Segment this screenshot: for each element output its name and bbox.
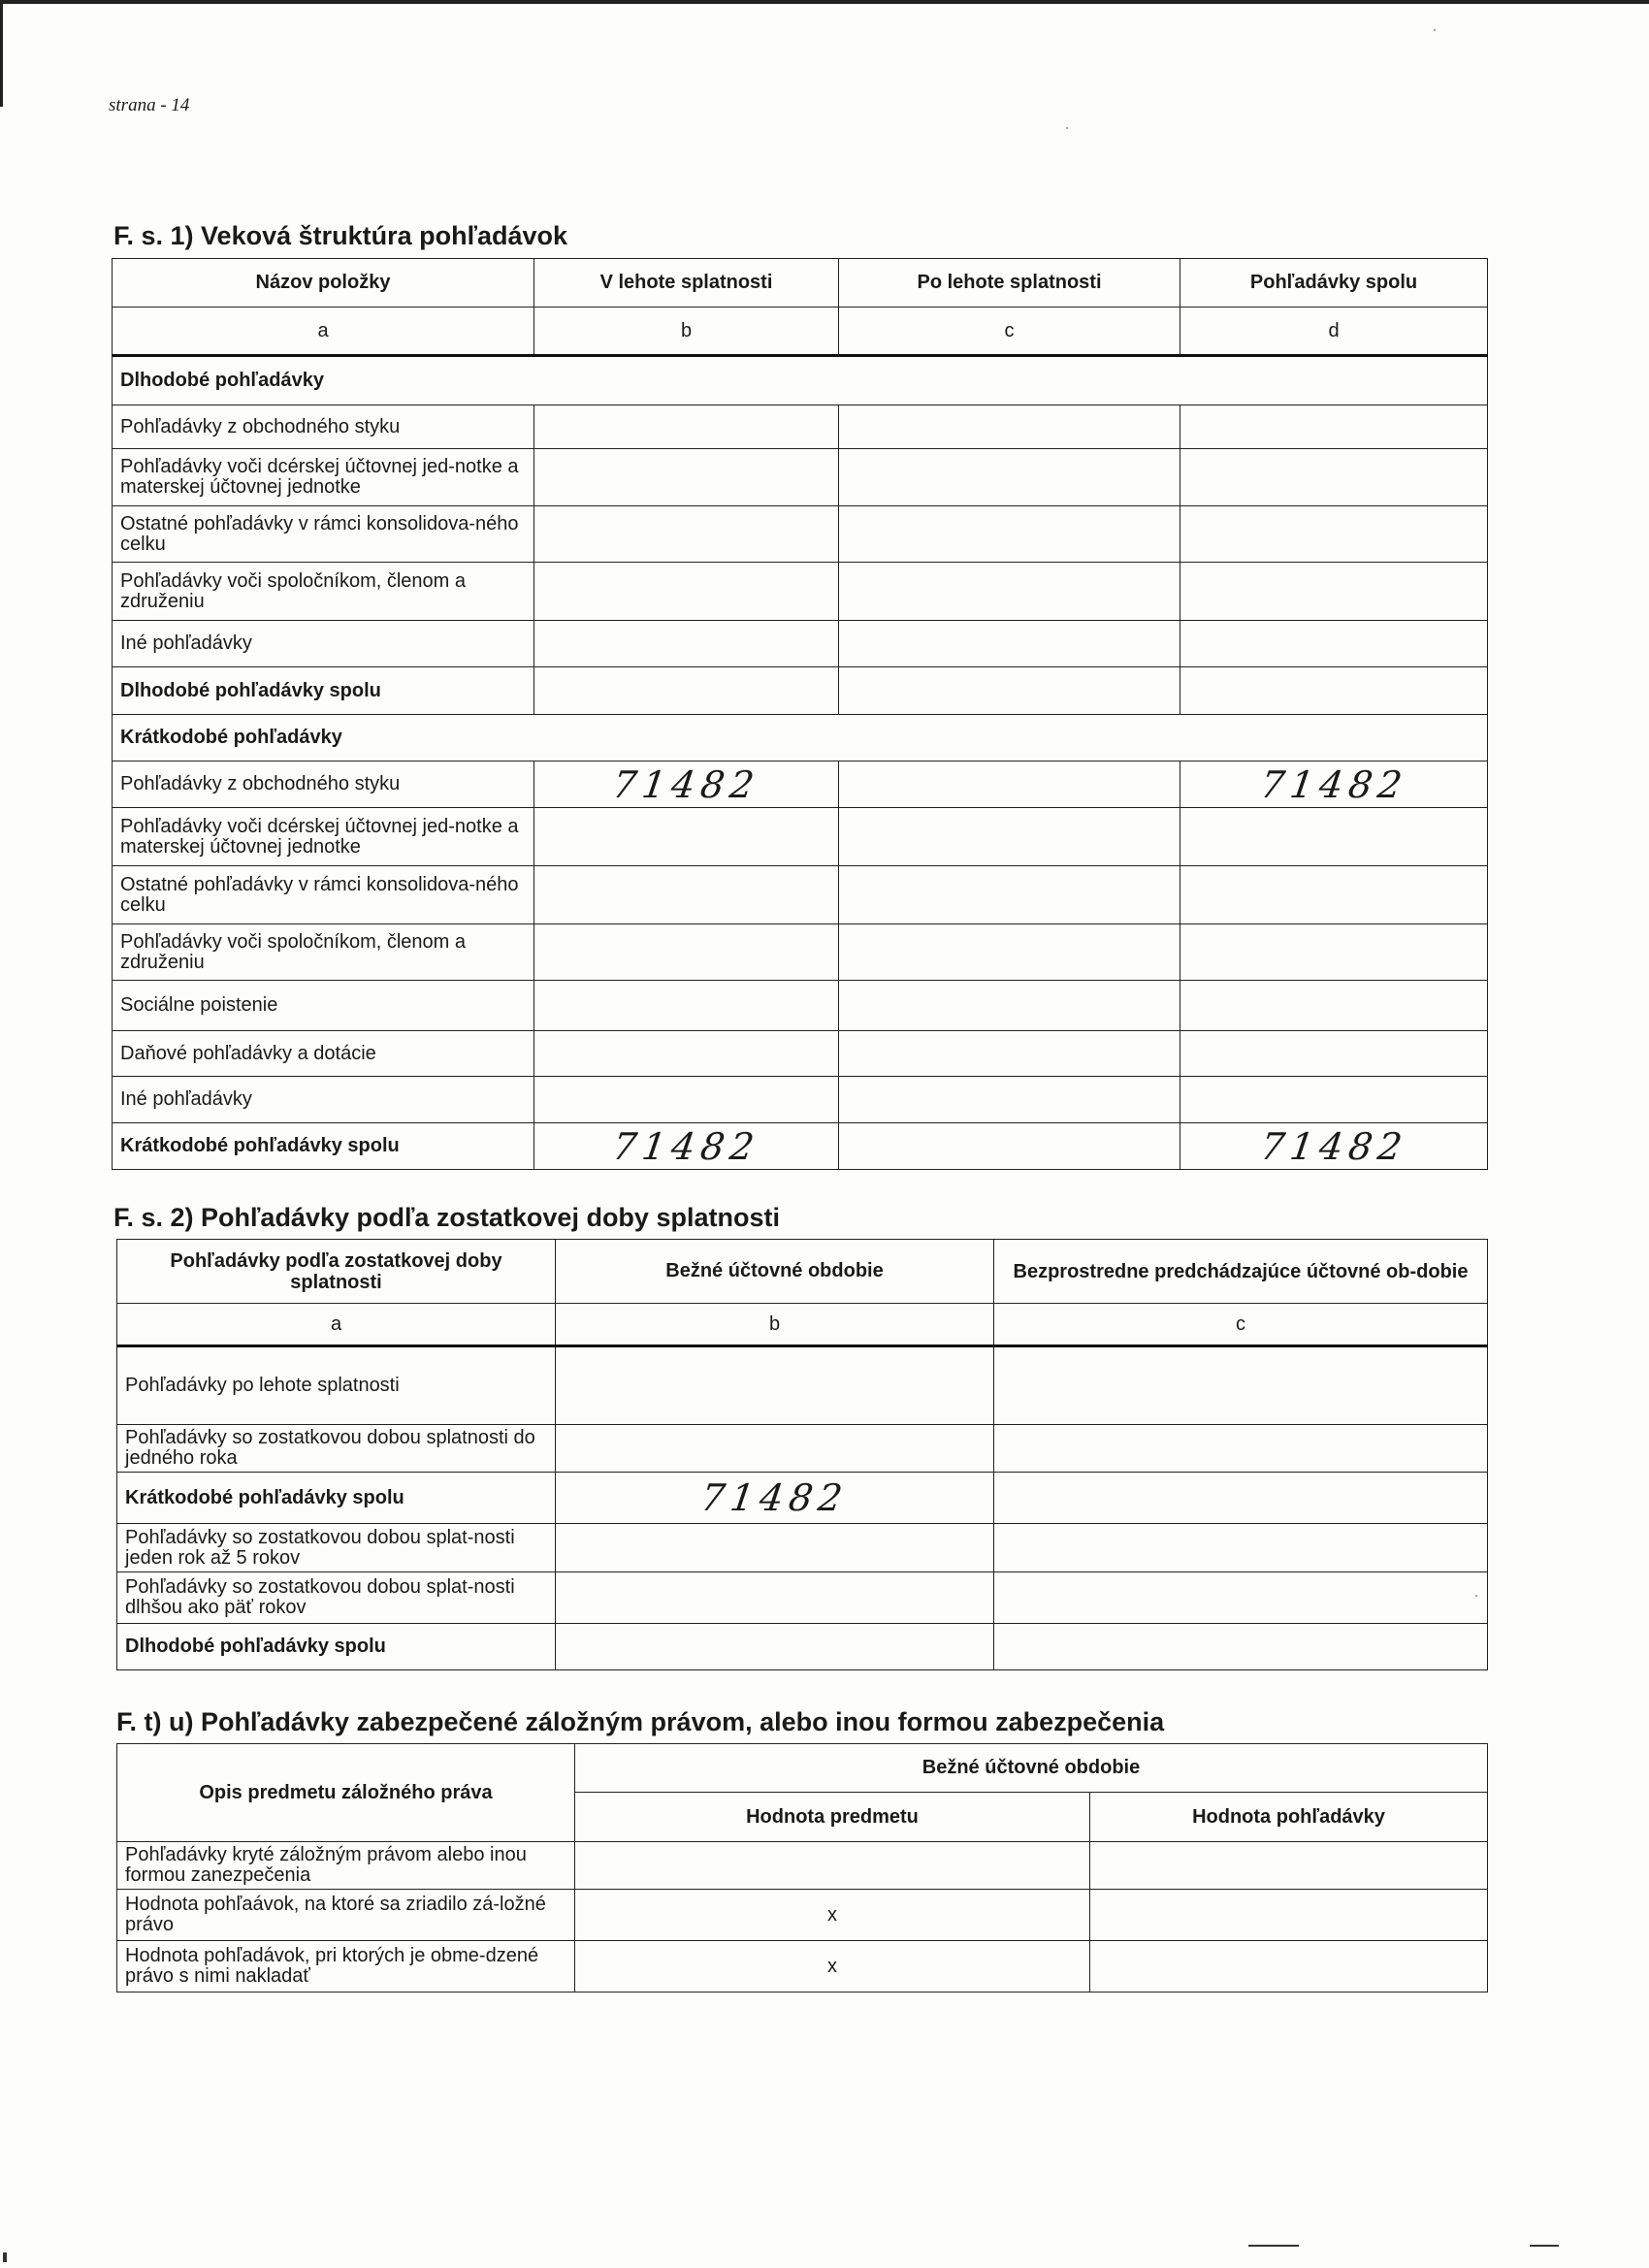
table-row bbox=[113, 761, 1488, 808]
col-letter-d: d bbox=[1180, 308, 1488, 356]
handwritten-value: 71482 bbox=[609, 762, 763, 806]
cell-c bbox=[839, 621, 1180, 667]
cell-b bbox=[556, 1572, 994, 1624]
table-row bbox=[117, 1842, 1488, 1890]
row-label: Ostatné pohľadávky v rámci konsolidova-ného celku bbox=[113, 866, 534, 924]
cell-b bbox=[534, 405, 839, 449]
row-label: Pohľadávky voči dcérskej účtovnej jed-notke a materskej účtovnej jednotke bbox=[113, 449, 534, 506]
table-row bbox=[113, 506, 1488, 563]
cell-b bbox=[534, 761, 839, 808]
cell-b bbox=[534, 667, 839, 715]
handwritten-value: 71482 bbox=[697, 1476, 852, 1519]
table-row bbox=[113, 866, 1488, 924]
row-label: Daňové pohľadávky a dotácie bbox=[113, 1031, 534, 1077]
cell-c bbox=[994, 1624, 1488, 1670]
long-term-heading: Dlhodobé pohľadávky bbox=[113, 356, 1488, 405]
col-letter-c: c bbox=[839, 308, 1180, 356]
row-label: Hodnota pohľadávok, pri ktorých je obme-dzené právo s nimi nakladať bbox=[117, 1941, 575, 1993]
table-row bbox=[113, 808, 1488, 866]
cell-c bbox=[839, 449, 1180, 506]
cell-b: x bbox=[575, 1890, 1090, 1941]
table-row bbox=[117, 1346, 1488, 1425]
table-row bbox=[113, 1123, 1488, 1170]
scan-mark bbox=[1248, 2245, 1299, 2247]
cell-b bbox=[534, 981, 839, 1031]
col-header-name: Pohľadávky podľa zostatkovej doby splatnosti bbox=[117, 1240, 556, 1304]
row-label: Dlhodobé pohľadávky spolu bbox=[117, 1624, 556, 1670]
row-label: Pohľadávky voči spoločníkom, členom a združeniu bbox=[113, 924, 534, 981]
cell-b bbox=[556, 1524, 994, 1572]
table-row bbox=[113, 667, 1488, 715]
cell-c bbox=[839, 981, 1180, 1031]
cell-d bbox=[1180, 866, 1488, 924]
cell-b bbox=[534, 1077, 839, 1123]
handwritten-value: 71482 bbox=[609, 1124, 763, 1168]
table-row bbox=[117, 1890, 1488, 1941]
table-row bbox=[113, 449, 1488, 506]
cell-c bbox=[839, 924, 1180, 981]
col-header-name: Názov položky bbox=[113, 259, 534, 308]
table-row bbox=[113, 621, 1488, 667]
table-row bbox=[117, 1941, 1488, 1993]
cell-c bbox=[994, 1425, 1488, 1473]
cell-d bbox=[1180, 981, 1488, 1031]
row-label: Iné pohľadávky bbox=[113, 621, 534, 667]
col-header-current: Bežné účtovné obdobie bbox=[556, 1240, 994, 1304]
row-label: Ostatné pohľadávky v rámci konsolidova-ného celku bbox=[113, 506, 534, 563]
handwritten-value: 71482 bbox=[1257, 1124, 1410, 1168]
cell-b bbox=[556, 1346, 994, 1425]
table-row bbox=[113, 405, 1488, 449]
table-row bbox=[117, 1624, 1488, 1670]
cell-c bbox=[994, 1346, 1488, 1425]
cell-c bbox=[839, 1123, 1180, 1170]
col-letter-c: c bbox=[994, 1304, 1488, 1346]
cell-b bbox=[534, 563, 839, 621]
table-secured-receivables bbox=[116, 1743, 1488, 1993]
cell-d bbox=[1180, 1123, 1488, 1170]
col-letter-b: b bbox=[556, 1304, 994, 1346]
cell-d bbox=[1180, 405, 1488, 449]
cell-b bbox=[575, 1842, 1090, 1890]
cell-c bbox=[839, 1031, 1180, 1077]
cell-c bbox=[839, 667, 1180, 715]
cell-b bbox=[534, 506, 839, 563]
row-label: Pohľadávky po lehote splatnosti bbox=[117, 1346, 556, 1425]
scan-speck bbox=[1434, 29, 1436, 31]
scan-border-top bbox=[0, 0, 1649, 4]
scan-mark bbox=[1530, 2245, 1559, 2247]
col-header-asset-value: Hodnota predmetu bbox=[575, 1793, 1090, 1842]
cell-d bbox=[1180, 506, 1488, 563]
col-header-description: Opis predmetu záložného práva bbox=[117, 1744, 575, 1842]
row-label: Sociálne poistenie bbox=[113, 981, 534, 1031]
cell-b bbox=[534, 1123, 839, 1170]
cell-c bbox=[994, 1524, 1488, 1572]
section-2-title: F. s. 2) Pohľadávky podľa zostatkovej doby splatnosti bbox=[113, 1203, 780, 1232]
table-row bbox=[113, 981, 1488, 1031]
row-label: Iné pohľadávky bbox=[113, 1077, 534, 1123]
row-label: Pohľadávky voči dcérskej účtovnej jed-notke a materskej účtovnej jednotke bbox=[113, 808, 534, 866]
row-label: Pohľadávky voči spoločníkom, členom a združeniu bbox=[113, 563, 534, 621]
cell-b: x bbox=[575, 1941, 1090, 1993]
cell-d bbox=[1180, 667, 1488, 715]
table-row bbox=[113, 563, 1488, 621]
col-header-in-term: V lehote splatnosti bbox=[534, 259, 839, 308]
table-age-structure bbox=[112, 258, 1488, 1170]
table-row bbox=[113, 1077, 1488, 1123]
cell-b bbox=[556, 1425, 994, 1473]
cell-d bbox=[1180, 621, 1488, 667]
cell-c bbox=[1090, 1842, 1488, 1890]
cell-b bbox=[556, 1473, 994, 1524]
scan-border-left bbox=[0, 0, 3, 107]
short-term-heading: Krátkodobé pohľadávky bbox=[113, 715, 1488, 761]
section-3-title: F. t) u) Pohľadávky zabezpečené záložným právom, alebo inou formou zabezpečenia bbox=[116, 1707, 1165, 1736]
table-row bbox=[113, 924, 1488, 981]
cell-c bbox=[839, 563, 1180, 621]
scan-speck bbox=[1475, 1595, 1477, 1597]
row-label: Pohľadávky so zostatkovou dobou splat-nosti dlhšou ako päť rokov bbox=[117, 1572, 556, 1624]
cell-d bbox=[1180, 563, 1488, 621]
col-letter-a: a bbox=[113, 308, 534, 356]
cell-c bbox=[1090, 1941, 1488, 1993]
col-letter-a: a bbox=[117, 1304, 556, 1346]
row-label: Hodnota pohľaávok, na ktoré sa zriadilo zá-ložné právo bbox=[117, 1890, 575, 1941]
cell-b bbox=[534, 866, 839, 924]
row-label: Pohľadávky z obchodného styku bbox=[113, 405, 534, 449]
row-label: Pohľadávky kryté záložným právom alebo inou formou zanezpečenia bbox=[117, 1842, 575, 1890]
row-label: Krátkodobé pohľadávky spolu bbox=[117, 1473, 556, 1524]
table-row bbox=[117, 1425, 1488, 1473]
row-label: Pohľadávky so zostatkovou dobou splat-nosti jeden rok až 5 rokov bbox=[117, 1524, 556, 1572]
cell-c bbox=[994, 1473, 1488, 1524]
table-remaining-maturity bbox=[116, 1239, 1488, 1670]
cell-c bbox=[839, 808, 1180, 866]
cell-c bbox=[994, 1572, 1488, 1624]
col-header-receivable-value: Hodnota pohľadávky bbox=[1090, 1793, 1488, 1842]
cell-b bbox=[534, 621, 839, 667]
scan-mark bbox=[3, 2252, 7, 2262]
cell-b bbox=[556, 1624, 994, 1670]
cell-b bbox=[534, 808, 839, 866]
cell-c bbox=[839, 1077, 1180, 1123]
col-letter-b: b bbox=[534, 308, 839, 356]
cell-d bbox=[1180, 1031, 1488, 1077]
table-row bbox=[113, 1031, 1488, 1077]
col-header-period: Bežné účtovné obdobie bbox=[575, 1744, 1488, 1793]
scan-speck bbox=[1066, 127, 1068, 129]
cell-d bbox=[1180, 1077, 1488, 1123]
cell-c bbox=[839, 405, 1180, 449]
cell-b bbox=[534, 924, 839, 981]
cell-d bbox=[1180, 924, 1488, 981]
cell-d bbox=[1180, 761, 1488, 808]
table-row bbox=[117, 1572, 1488, 1624]
cell-b bbox=[534, 449, 839, 506]
cell-d bbox=[1180, 449, 1488, 506]
table-row bbox=[117, 1473, 1488, 1524]
col-header-previous: Bezprostredne predchádzajúce účtovné ob-dobie bbox=[994, 1240, 1488, 1304]
cell-b bbox=[534, 1031, 839, 1077]
section-1-title: F. s. 1) Veková štruktúra pohľadávok bbox=[113, 221, 568, 250]
row-label: Pohľadávky z obchodného styku bbox=[113, 761, 534, 808]
long-term-total-label: Dlhodobé pohľadávky spolu bbox=[113, 667, 534, 715]
cell-c bbox=[839, 866, 1180, 924]
cell-c bbox=[1090, 1890, 1488, 1941]
cell-c bbox=[839, 506, 1180, 563]
col-header-total: Pohľadávky spolu bbox=[1180, 259, 1488, 308]
page-number: strana - 14 bbox=[109, 95, 190, 115]
cell-d bbox=[1180, 808, 1488, 866]
col-header-overdue: Po lehote splatnosti bbox=[839, 259, 1180, 308]
handwritten-value: 71482 bbox=[1257, 762, 1410, 806]
row-label: Pohľadávky so zostatkovou dobou splatnosti do jedného roka bbox=[117, 1425, 556, 1473]
cell-c bbox=[839, 761, 1180, 808]
table-row bbox=[117, 1524, 1488, 1572]
short-term-total-label: Krátkodobé pohľadávky spolu bbox=[113, 1123, 534, 1170]
